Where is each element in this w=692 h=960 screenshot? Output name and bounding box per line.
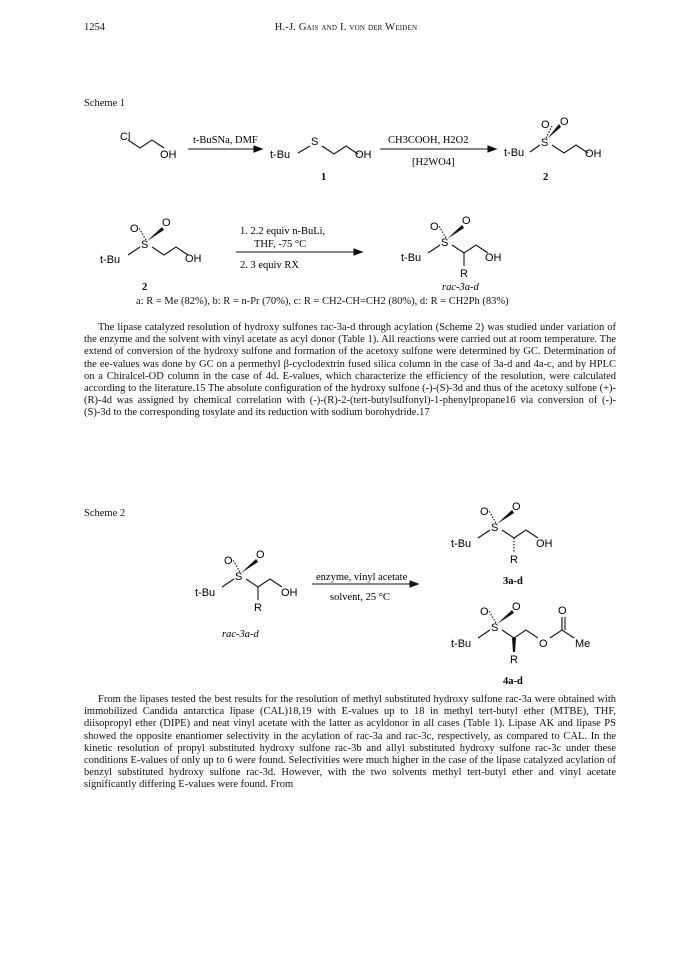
- paragraph-2-text: From the lipases tested the best results for the resolution of methyl substituted hydroxy sulfone rac-3a were obtained with immobilized Candida antarctica lipase (CAL)18,19 with E-values up to 18 in methyl tert-butyl ether (MTBE), THF, diisopropyl ether (DIPE) and neat vinyl acetate with the latter as acyldonor in all cases (Table 1). Lipase AK and lipase PS showed the opposite enantiomer selectivity in the acylation of rac-3a and rac-3c, respectively, as compared to CAL. In the kinetic resolution of propyl substituted hydroxy sulfone rac-3b and allyl substituted hydroxy sulfone rac-3c under these conditions E-values of only up to 6 were found. Selectivities were much higher in the case of the lipase catalyzed acylation of benzyl substituted hydroxy sulfone rac-3d. However, with the two solvents methyl tert-butyl ether and vinyl acetate significantly differing E-values were found. From: [84, 694, 616, 791]
- scheme1-step2: 2. 3 equiv RX: [240, 260, 299, 271]
- compound-label-rac3: rac-3a-d: [442, 282, 479, 293]
- scheme1-prod-s: S: [541, 137, 549, 149]
- scheme1-r2-prod-o1: O: [430, 221, 439, 233]
- scheme2-p1-tbu: t-Bu: [451, 538, 472, 550]
- paragraph-2: [84, 694, 616, 792]
- compound-label-2: 2: [543, 172, 549, 183]
- scheme1-reagent2-bottom: [H2WO4]: [412, 157, 455, 168]
- scheme2-p2-carbonyl-o: O: [558, 605, 567, 617]
- scheme1-r2-start-o1: O: [130, 223, 139, 235]
- scheme2-diagram: [0, 500, 692, 690]
- scheme1-r2-start-s: S: [141, 239, 149, 251]
- scheme1-r2-prod-o2: O: [462, 215, 471, 227]
- scheme2-start-oh: OH: [281, 587, 298, 599]
- scheme1-mid-oh: OH: [355, 149, 372, 161]
- scheme1-start-oh: OH: [160, 149, 177, 161]
- scheme2-start-o1: O: [224, 555, 233, 567]
- scheme2-p1-label: 3a-d: [503, 576, 523, 587]
- scheme1-r2-prod-r: R: [460, 268, 468, 280]
- scheme2-p2-o2: O: [512, 601, 521, 613]
- scheme1-r2-prod-tbu: t-Bu: [401, 252, 422, 264]
- scheme2-p2-label: 4a-d: [503, 676, 523, 687]
- scheme2-p2-o: O: [539, 638, 548, 650]
- scheme1-footnote: a: R = Me (82%), b: R = n-Pr (70%), c: R = CH2-CH=CH2 (80%), d: R = CH2Ph (83%): [136, 296, 509, 307]
- scheme1-r2-prod-oh: OH: [485, 252, 502, 264]
- scheme2-title: Scheme 2: [84, 508, 126, 519]
- scheme1-mid-tbu: t-Bu: [270, 149, 291, 161]
- scheme2-start-tbu: t-Bu: [195, 587, 216, 599]
- scheme2-start-r: R: [254, 602, 262, 614]
- paragraph-1: [84, 322, 616, 420]
- scheme2-p2-o1: O: [480, 606, 489, 618]
- scheme2-p2-r: R: [510, 654, 518, 666]
- scheme1-mid-s: S: [311, 136, 319, 148]
- scheme1-step1b: THF, -75 °C: [254, 239, 307, 250]
- scheme2-p1-oh: OH: [536, 538, 553, 550]
- scheme1-step1: 1. 2.2 equiv n-BuLi,: [240, 226, 326, 237]
- scheme1-title: Scheme 1: [84, 98, 126, 109]
- compound-label-2b: 2: [142, 282, 148, 293]
- scheme2-start-label: rac-3a-d: [222, 629, 259, 640]
- scheme1-prod-tbu: t-Bu: [504, 147, 525, 159]
- scheme1-reagent2-top: CH3COOH, H2O2: [388, 135, 469, 146]
- scheme1-r2-start-oh: OH: [185, 253, 202, 265]
- scheme2-arrow-bottom: solvent, 25 °C: [330, 592, 390, 603]
- scheme1-diagram: [0, 110, 692, 310]
- scheme2-p2-me: Me: [575, 638, 591, 650]
- scheme1-r2-prod-s: S: [441, 237, 449, 249]
- scheme1-prod-oh: OH: [585, 148, 602, 160]
- scheme1-reagent1: t-BuSNa, DMF: [193, 135, 258, 146]
- compound-label-1: 1: [321, 172, 327, 183]
- scheme1-r2-start-o2: O: [162, 217, 171, 229]
- scheme1-r2-start-tbu: t-Bu: [100, 254, 121, 266]
- scheme2-p1-r: R: [510, 554, 518, 566]
- scheme2-p1-o1: O: [480, 506, 489, 518]
- scheme1-cl: Cl: [120, 131, 131, 143]
- running-head: H.-J. Gais and I. von der Weiden: [274, 22, 418, 33]
- paragraph-1-text: The lipase catalyzed resolution of hydroxy sulfones rac-3a-d through acylation (Scheme 2) was studied under variation of the enzyme and the solvent with vinyl acetate as acyl donor (Table 1). All reactions were carried out at room temperature. The extend of conversion of the hydroxy sulfone and formation of the acetoxy sulfone were determined by GC. Determination of the ee-values was done by GC on a permethyl β-cyclodextrin fused silica column in the case of 3a-d and 4a-c, and by HPLC on a Chiralcel-OD column in the case of 4d. E-values, which characterize the efficiency of the resolution, were calculated according to the literature.15 The absolute configuration of the hydroxy sulfone (-)-(S)-3d and thus of the acetoxy sulfone (+)-(R)-4d was assigned by chemical correlation with (-)-(R)-2-(tert-butylsulfonyl)-1-phenylpropane16 via conversion of (-)-(S)-3d to the corresponding tosylate and its reduction with sodium borohydride.17: [84, 322, 616, 419]
- scheme1-prod-o2: O: [560, 116, 569, 128]
- scheme2-start-s: S: [235, 571, 243, 583]
- scheme2-p1-s: S: [491, 522, 499, 534]
- scheme2-p2-tbu: t-Bu: [451, 638, 472, 650]
- scheme2-p1-o2: O: [512, 501, 521, 513]
- scheme2-p2-s: S: [491, 622, 499, 634]
- scheme2-start-o2: O: [256, 549, 265, 561]
- scheme2-arrow-top: enzyme, vinyl acetate: [316, 572, 408, 583]
- scheme1-prod-o1: O: [541, 119, 550, 131]
- page-number: 1254: [84, 22, 105, 33]
